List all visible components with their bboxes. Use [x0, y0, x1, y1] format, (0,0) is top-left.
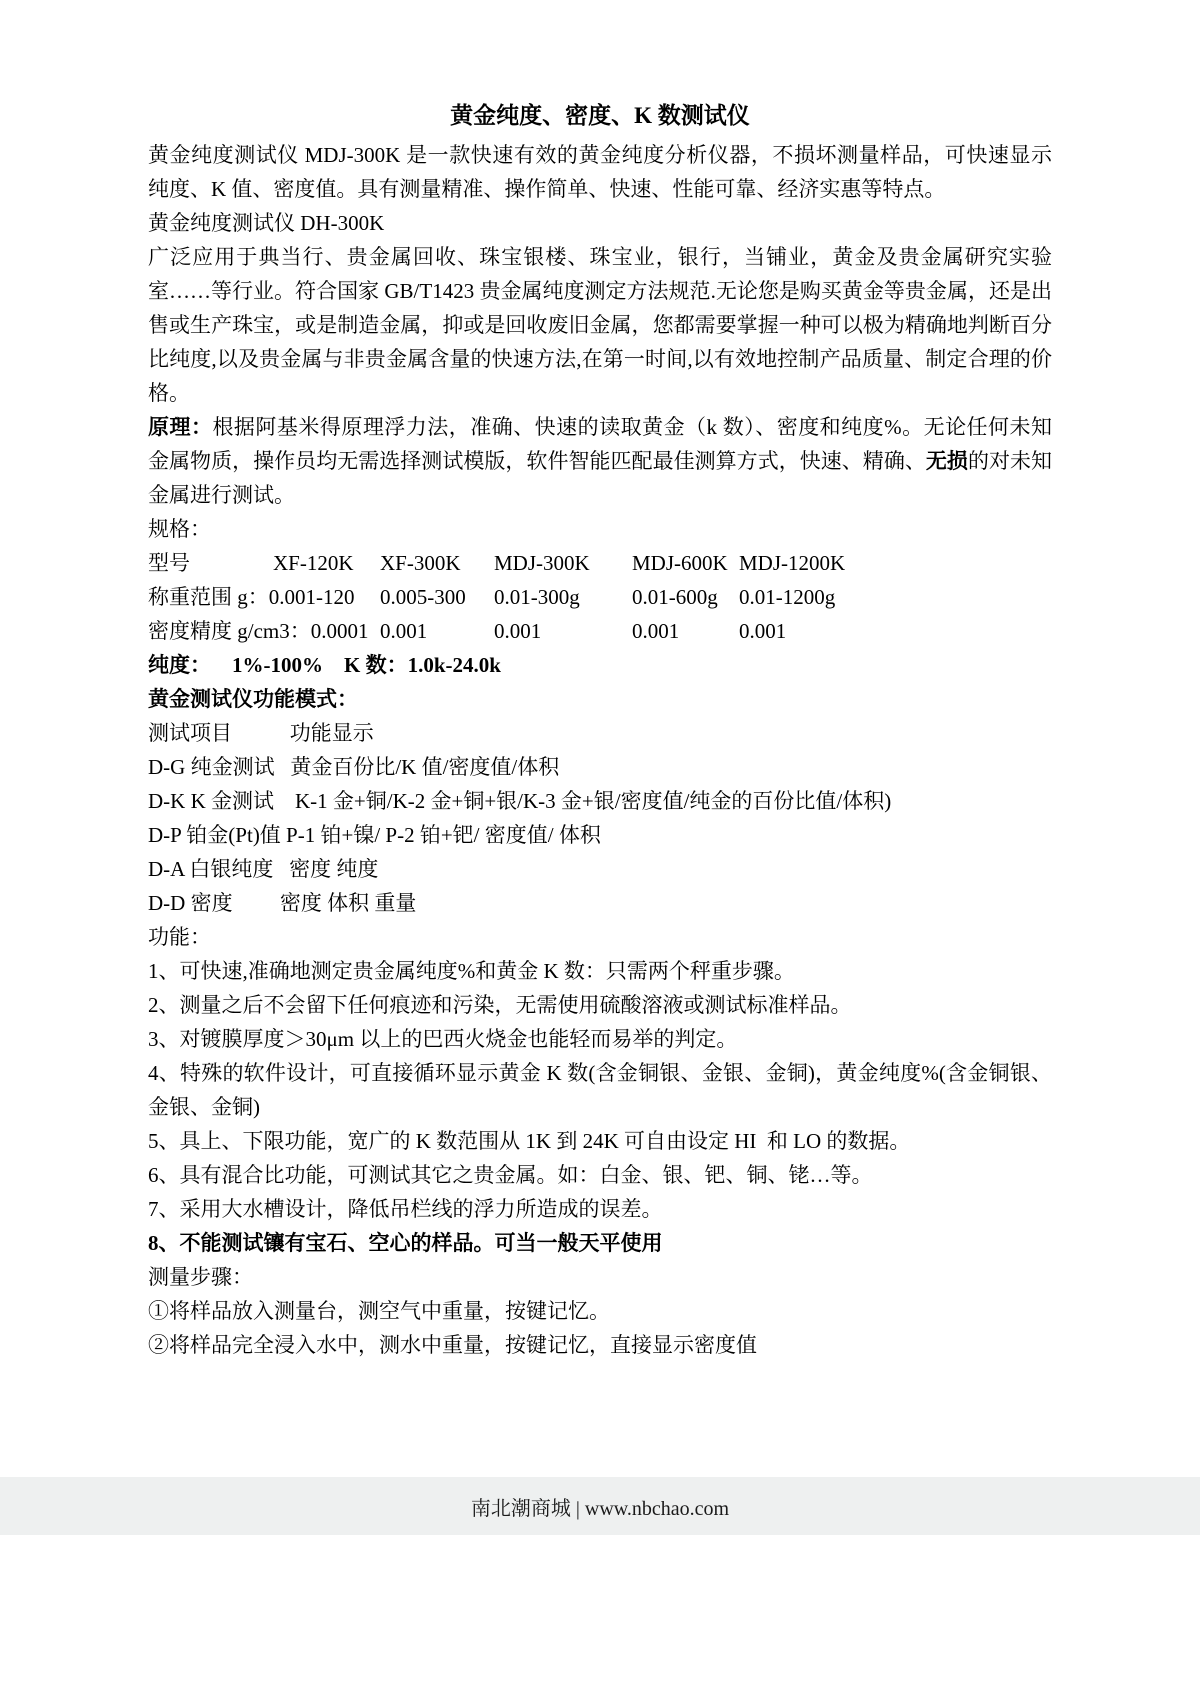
spec-cell: 0.001: [380, 619, 428, 643]
footer-bar: [0, 1477, 1200, 1535]
spec-cell: 0.001: [494, 619, 542, 643]
purity-range-line: [148, 648, 1052, 682]
text-segment: 黄金纯度测试仪 MDJ-300K 是一款快速有效的黄金纯度分析仪器，不损坏测量样品，可快速显示纯度、K 值、密度值。具有测量精准、操作简单、快速、性能可靠、经济实惠等特点。: [148, 143, 1052, 201]
text-segment: 6、具有混合比功能，可测试其它之贵金属。如：白金、银、钯、铜、铑…等。: [148, 1163, 873, 1187]
spec-table: [148, 546, 1052, 648]
applications-paragraph: [148, 240, 1052, 410]
step-2: [148, 1328, 1052, 1362]
text-segment: D-G 纯金测试 黄金百份比/K 值/密度值/体积: [148, 755, 560, 779]
spec-cell: 0.005-300: [380, 585, 466, 609]
text-segment: D-A 白银纯度 密度 纯度: [148, 857, 379, 881]
text-segment: D-P 铂金(Pt)值 P-1 铂+镍/ P-2 铂+钯/ 密度值/ 体积: [148, 823, 601, 847]
specs-label: [148, 512, 1052, 546]
spec-cell: MDJ-600K: [632, 551, 728, 575]
intro-paragraph: [148, 138, 1052, 206]
text-segment: 黄金测试仪功能模式：: [148, 687, 358, 711]
document-body: [148, 138, 1052, 1362]
spec-cell: XF-120K: [273, 551, 354, 575]
feature-2: [148, 988, 1052, 1022]
feature-1: [148, 954, 1052, 988]
spec-row: [148, 580, 1052, 614]
spec-cell: 0.01-1200g: [739, 585, 836, 609]
spec-row: [148, 546, 1052, 580]
spec-cell: 0.01-300g: [494, 585, 580, 609]
step-1: [148, 1294, 1052, 1328]
text-segment: 规格：: [148, 517, 211, 541]
principle-paragraph: [148, 410, 1052, 512]
text-segment: 5、具上、下限功能，宽广的 K 数范围从 1K 到 24K 可自由设定 HI 和 LO 的数据。: [148, 1129, 911, 1153]
spec-cell: MDJ-300K: [494, 551, 590, 575]
text-segment: 7、采用大水槽设计，降低吊栏线的浮力所造成的误差。: [148, 1197, 663, 1221]
text-segment: 3、对镀膜厚度＞30μm 以上的巴西火烧金也能轻而易举的判定。: [148, 1027, 738, 1051]
mode-dd: [148, 886, 1052, 920]
text-segment: 测试项目 功能显示: [148, 721, 374, 745]
text-segment: ②将样品完全浸入水中，测水中重量，按键记忆，直接显示密度值: [148, 1333, 757, 1357]
feature-7: [148, 1192, 1052, 1226]
spec-cell: 型号: [148, 551, 190, 575]
mode-da: [148, 852, 1052, 886]
text-segment: 根据阿基米得原理浮力法，准确、快速的读取黄金（k 数）、密度和纯度%。无论任何未知金属物质，操作员均无需选择测试模版，软件智能匹配最佳测算方式，快速、精确、: [148, 415, 1052, 473]
footer-text: 南北潮商城 | www.nbchao.com: [470, 1497, 730, 1520]
text-segment: 2、测量之后不会留下任何痕迹和污染，无需使用硫酸溶液或测试标准样品。: [148, 993, 852, 1017]
text-segment: 黄金纯度测试仪 DH-300K: [148, 211, 385, 235]
text-segment: 无损: [925, 449, 968, 473]
feature-6: [148, 1158, 1052, 1192]
text-segment: D-K K 金测试 K-1 金+铜/K-2 金+铜+银/K-3 金+银/密度值/纯金的百份比值/体积): [148, 789, 892, 813]
text-segment: 原理：: [148, 415, 213, 439]
feature-8: [148, 1226, 1052, 1260]
spec-cell: XF-300K: [380, 551, 461, 575]
text-segment: 8、不能测试镶有宝石、空心的样品。可当一般天平使用: [148, 1231, 663, 1255]
spec-cell: 密度精度 g/cm3：0.0001: [148, 619, 369, 643]
text-segment: 4、特殊的软件设计，可直接循环显示黄金 K 数(含金铜银、金银、金铜)，黄金纯度%(含金铜银、金银、金铜): [148, 1061, 1052, 1119]
steps-label: [148, 1260, 1052, 1294]
model-line: [148, 206, 1052, 240]
feature-5: [148, 1124, 1052, 1158]
functions-label: [148, 920, 1052, 954]
function-modes-heading: [148, 682, 1052, 716]
mode-header-line: [148, 716, 1052, 750]
feature-3: [148, 1022, 1052, 1056]
feature-4: [148, 1056, 1052, 1124]
spec-cell: 0.001: [632, 619, 680, 643]
text-segment: ①将样品放入测量台，测空气中重量，按键记忆。: [148, 1299, 610, 1323]
text-segment: 纯度： 1%-100% K 数：1.0k-24.0k: [148, 653, 501, 677]
mode-dg: [148, 750, 1052, 784]
text-segment: 广泛应用于典当行、贵金属回收、珠宝银楼、珠宝业，银行，当铺业，黄金及贵金属研究实验室……等行业。符合国家 GB/T1423 贵金属纯度测定方法规范.无论您是购买黄金等贵金属，还是出售或生产珠宝，或是制造金属，抑或是回收废旧金属，您都需要掌握一种可以极为精确地判断百分比纯度,以及贵金属与非贵金属含量的快速方法,在第一时间,以有效地控制产品质量、制定合理的价格。: [148, 245, 1052, 405]
text-segment: 测量步骤：: [148, 1265, 253, 1289]
mode-dp: [148, 818, 1052, 852]
text-segment: 的对未知金属进行测试。: [148, 449, 1053, 507]
spec-cell: 0.01-600g: [632, 585, 718, 609]
spec-cell: 0.001: [739, 619, 787, 643]
text-segment: D-D 密度 密度 体积 重量: [148, 891, 417, 915]
page-title: 黄金纯度、密度、K 数测试仪: [450, 103, 750, 128]
spec-cell: 称重范围 g：0.001-120: [148, 585, 355, 609]
mode-dk: [148, 784, 1052, 818]
spec-row: [148, 614, 1052, 648]
text-segment: 功能：: [148, 925, 211, 949]
text-segment: 1、可快速,准确地测定贵金属纯度%和黄金 K 数：只需两个秤重步骤。: [148, 959, 795, 983]
spec-cell: MDJ-1200K: [739, 551, 846, 575]
